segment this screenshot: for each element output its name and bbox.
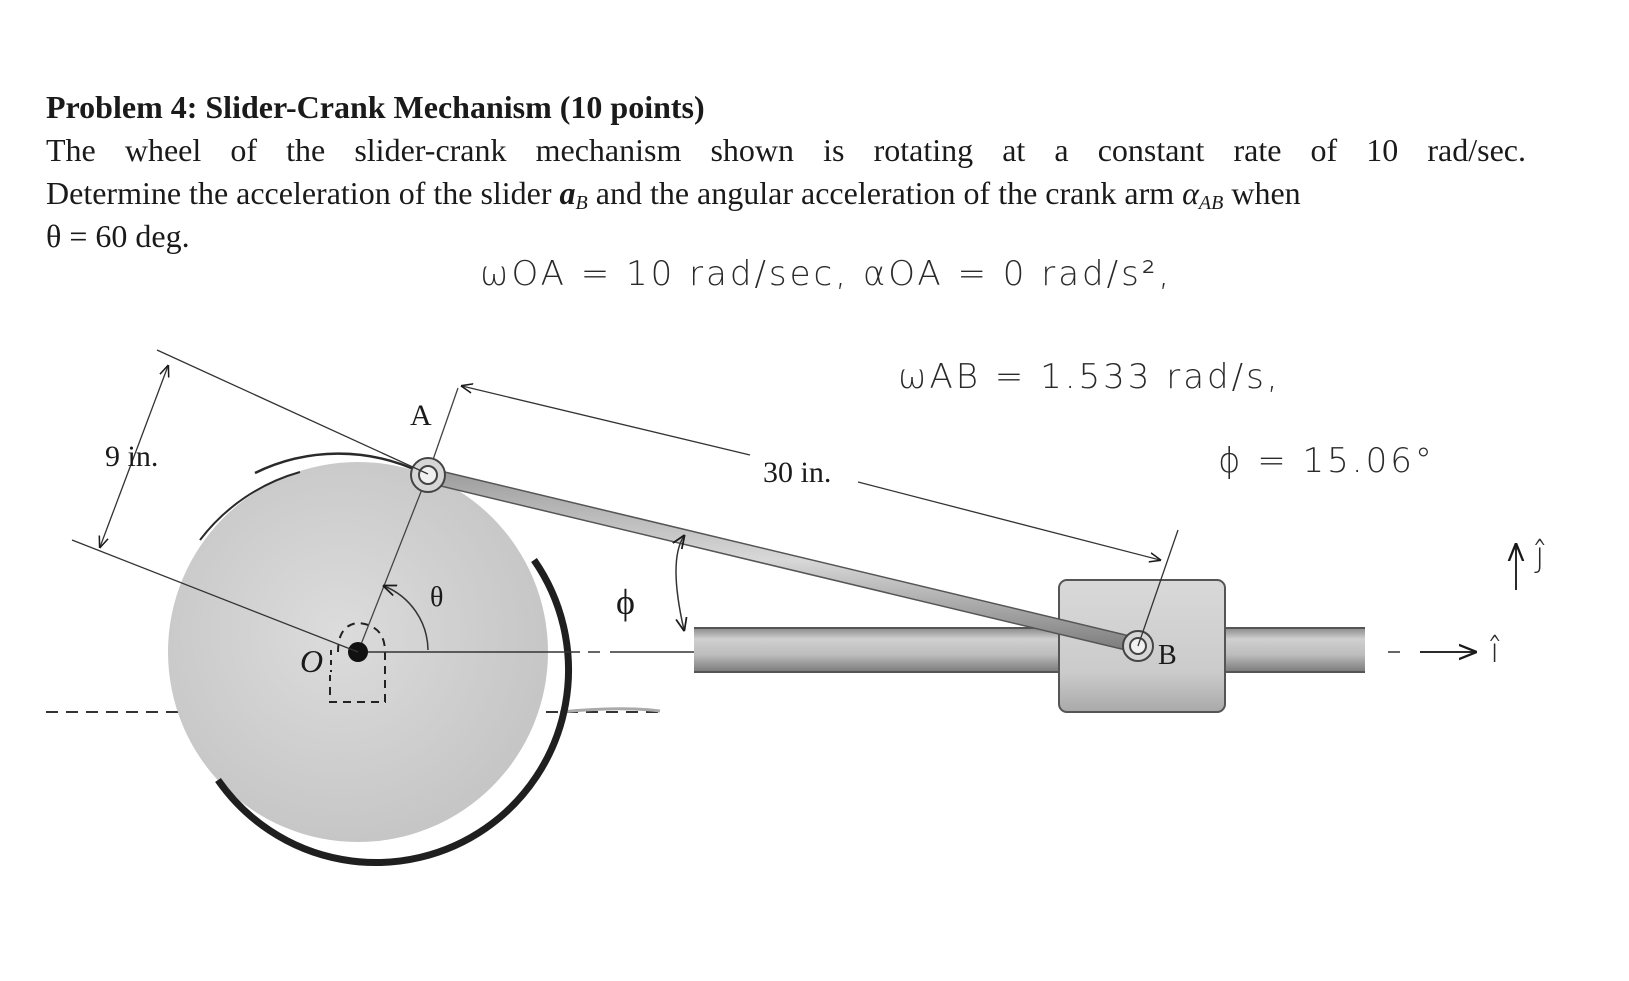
label-b: B <box>1158 640 1177 671</box>
alpha-subscript: AB <box>1198 192 1224 214</box>
handwritten-line-3: ϕ = 15.06° <box>1218 441 1435 481</box>
label-30in: 30 in. <box>763 456 832 489</box>
i-hat-label: î <box>1490 631 1503 671</box>
line2-part-c: when <box>1223 175 1301 211</box>
j-hat-label: ĵ <box>1535 535 1548 575</box>
label-a: A <box>410 399 432 432</box>
line2-part-a: Determine the acceleration of the slider <box>46 175 560 211</box>
handwritten-line-2: ωAB = 1.533 rad/s, <box>898 357 1281 397</box>
pin-a <box>411 458 445 492</box>
unit-vector-i <box>1420 631 1502 671</box>
a-symbol: a <box>559 175 576 211</box>
a-subscript: B <box>575 192 588 214</box>
wheel <box>168 454 569 863</box>
label-9in: 9 in. <box>105 440 159 473</box>
slider-rail <box>694 628 1400 672</box>
problem-title: Problem 4: Slider-Crank Mechanism (10 points) <box>46 89 705 125</box>
phi-arc <box>676 536 684 630</box>
label-theta: θ <box>430 582 444 613</box>
problem-line-1: The wheel of the slider-crank mechanism shown is rotating at a constant rate of 10 rad/sec. <box>46 132 1526 168</box>
problem-line-3: θ = 60 deg. <box>46 218 190 254</box>
alpha-symbol: α <box>1182 175 1199 211</box>
label-phi: ϕ <box>616 582 635 622</box>
unit-vector-j <box>1516 535 1547 590</box>
handwritten-line-1: ωOA = 10 rad/sec, αOA = 0 rad/s², <box>480 254 1173 294</box>
label-o: O <box>300 643 324 679</box>
line2-part-b: and the angular acceleration of the crank arm <box>587 175 1183 211</box>
